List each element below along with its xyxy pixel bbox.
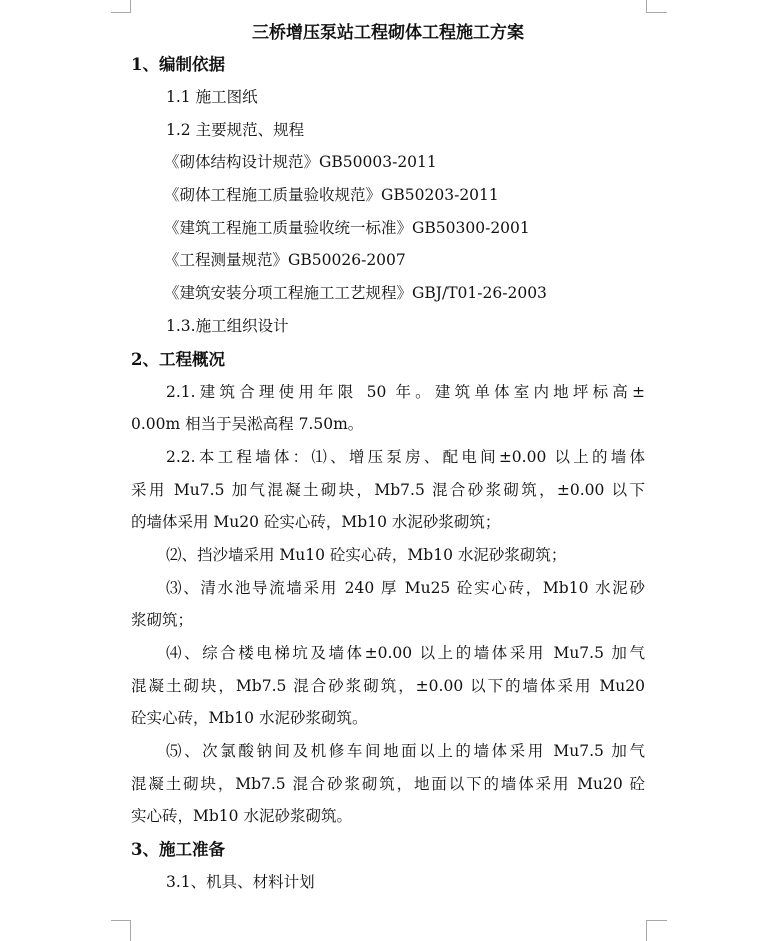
paragraph-line: ⑶、清水池导流墙采用 240 厚 Mu25 砼实心砖，Mb10 水泥砂 — [166, 578, 645, 597]
paragraph-line: 1.3.施工组织设计 — [166, 316, 289, 335]
reference-item: 《建筑安装分项工程施工工艺规程》GBJ/T01-26-2003 — [164, 284, 547, 303]
reference-item: 《砌体结构设计规范》GB50003-2011 — [164, 153, 437, 172]
section-heading-3: 3、施工准备 — [131, 840, 225, 860]
reference-item: 《砌体工程施工质量验收规范》GB50203-2011 — [164, 186, 499, 205]
paragraph-line: 1.1 施工图纸 — [166, 88, 258, 106]
paragraph-line: 2.1.建筑合理使用年限 50 年。建筑单体室内地坪标高± — [166, 382, 645, 401]
paragraph-line: 1.2 主要规范、规程 — [166, 120, 305, 139]
paragraph-line: ⑵、挡沙墙采用 Mu10 砼实心砖，Mb10 水泥砂浆砌筑； — [166, 545, 567, 564]
paragraph-line: 实心砖，Mb10 水泥砂浆砌筑。 — [131, 807, 352, 826]
section-heading-1: 1、编制依据 — [131, 55, 225, 74]
paragraph-line: 浆砌筑； — [131, 611, 194, 630]
reference-item: 《工程测量规范》GB50026-2007 — [164, 251, 406, 270]
paragraph-line: ⑸、次氯酸钠间及机修车间地面以上的墙体采用 Mu7.5 加气 — [166, 742, 645, 761]
paragraph-line: 砼实心砖，Mb10 水泥砂浆砌筑。 — [131, 709, 368, 728]
paragraph-line: 混凝土砌块，Mb7.5 混合砂浆砌筑，±0.00 以下的墙体采用 Mu20 — [131, 676, 645, 695]
page-corner-mark-top-left — [111, 0, 131, 13]
paragraph-line: 的墙体采用 Mu20 砼实心砖，Mb10 水泥砂浆砌筑； — [131, 513, 501, 532]
paragraph-line: 采用 Mu7.5 加气混凝土砌块，Mb7.5 混合砂浆砌筑，±0.00 以下 — [131, 480, 645, 499]
page-corner-mark-top-right — [646, 0, 667, 13]
reference-item: 《建筑工程施工质量验收统一标准》GB50300-2001 — [164, 218, 530, 237]
page-corner-mark-bottom-left — [111, 920, 131, 941]
document-title: 三桥增压泵站工程砌体工程施工方案 — [252, 23, 524, 43]
section-heading-2: 2、工程概况 — [131, 349, 225, 369]
page-corner-mark-bottom-right — [646, 920, 667, 941]
paragraph-line: 0.00m 相当于吴淞高程 7.50m。 — [131, 415, 364, 434]
document-body[interactable] — [131, 18, 645, 899]
paragraph-line: 2.2.本工程墙体：⑴、增压泵房、配电间±0.00 以上的墙体 — [166, 447, 645, 466]
paragraph-line: 混凝土砌块，Mb7.5 混合砂浆砌筑，地面以下的墙体采用 Mu20 砼 — [131, 774, 645, 793]
paragraph-line: ⑷、综合楼电梯坑及墙体±0.00 以上的墙体采用 Mu7.5 加气 — [166, 644, 645, 662]
paragraph-line: 3.1、机具、材料计划 — [166, 873, 315, 892]
